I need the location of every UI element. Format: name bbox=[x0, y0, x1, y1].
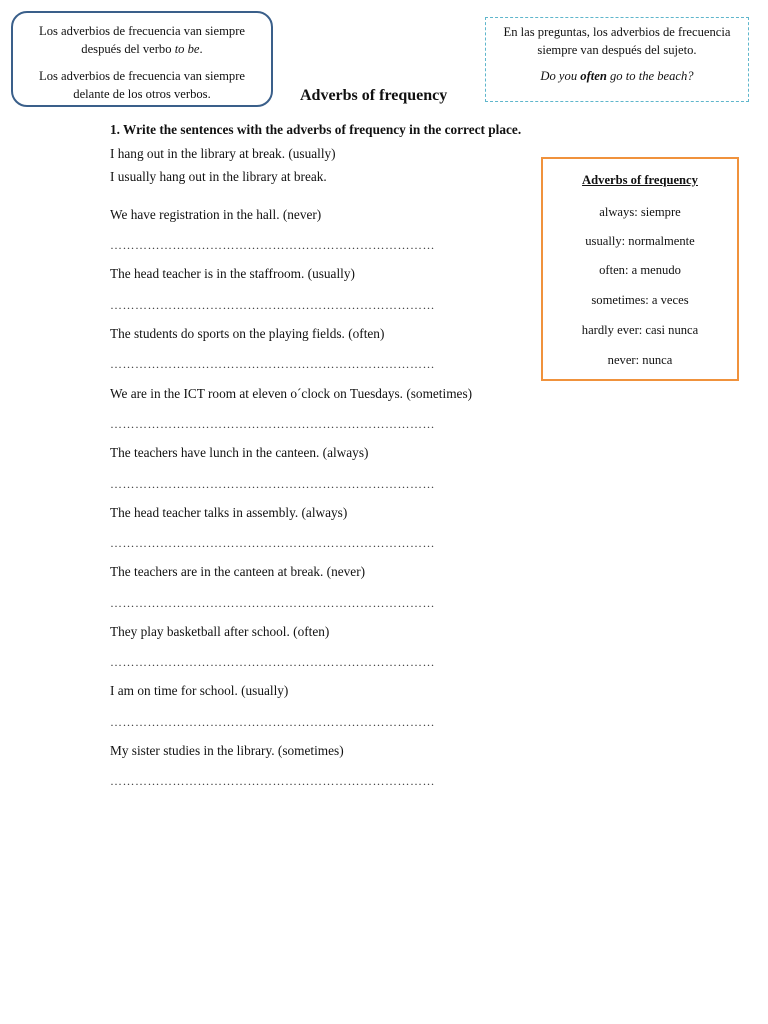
grammar-note-left bbox=[11, 11, 273, 107]
answer-line-4[interactable]: …………………………………………………………………… bbox=[110, 417, 435, 431]
answer-line-2[interactable]: …………………………………………………………………… bbox=[110, 298, 435, 312]
vocab-never: never: nunca bbox=[607, 353, 673, 367]
example-answer: I usually hang out in the library at break. bbox=[110, 169, 327, 184]
rule-questions: En las preguntas, los adverbios de frecuencia siempre van después del sujeto. bbox=[503, 25, 731, 57]
exercise-item-3: The students do sports on the playing fields. (often) bbox=[110, 326, 385, 341]
rule-to-be: Los adverbios de frecuencia van siempre después del verbo to be. bbox=[39, 24, 245, 56]
answer-line-6[interactable]: …………………………………………………………………… bbox=[110, 536, 435, 550]
vocabulary-title: Adverbs of frequency bbox=[582, 173, 698, 187]
example-adverb: often bbox=[580, 69, 607, 83]
exercise-item-7: The teachers are in the canteen at break. (never) bbox=[110, 564, 366, 579]
exercise-item-6: The head teacher talks in assembly. (always) bbox=[110, 505, 348, 520]
to-be-term: to be bbox=[174, 42, 200, 56]
answer-line-5[interactable]: …………………………………………………………………… bbox=[110, 477, 435, 491]
example-prompt: I hang out in the library at break. (usually) bbox=[110, 146, 336, 161]
answer-line-8[interactable]: …………………………………………………………………… bbox=[110, 655, 435, 669]
exercise-item-8: They play basketball after school. (often) bbox=[110, 624, 330, 639]
vocabulary-box bbox=[541, 157, 739, 381]
question-example: Do you often go to the beach? bbox=[540, 69, 694, 83]
answer-line-9[interactable]: …………………………………………………………………… bbox=[110, 715, 435, 729]
vocab-always: always: siempre bbox=[599, 205, 681, 219]
answer-line-10[interactable]: …………………………………………………………………… bbox=[110, 774, 435, 788]
grammar-note-questions bbox=[485, 17, 749, 102]
vocab-often: often: a menudo bbox=[599, 263, 681, 277]
answer-line-7[interactable]: …………………………………………………………………… bbox=[110, 596, 435, 610]
vocab-hardly-ever: hardly ever: casi nunca bbox=[581, 323, 699, 337]
rule-other-verbs: Los adverbios de frecuencia van siempre delante de los otros verbos. bbox=[39, 69, 245, 101]
exercise-item-9: I am on time for school. (usually) bbox=[110, 683, 289, 698]
exercise-item-10: My sister studies in the library. (sometimes) bbox=[110, 743, 344, 758]
exercise-instruction: 1. Write the sentences with the adverbs of frequency in the correct place. bbox=[110, 122, 522, 137]
exercise-item-5: The teachers have lunch in the canteen. (always) bbox=[110, 445, 369, 460]
page-title: Adverbs of frequency bbox=[300, 87, 448, 104]
vocab-usually: usually: normalmente bbox=[585, 234, 695, 248]
exercise-item-2: The head teacher is in the staffroom. (usually) bbox=[110, 266, 355, 281]
vocab-sometimes: sometimes: a veces bbox=[591, 293, 689, 307]
answer-line-3[interactable]: …………………………………………………………………… bbox=[110, 357, 435, 371]
exercise-item-4: We are in the ICT room at eleven o´clock on Tuesdays. (sometimes) bbox=[110, 386, 473, 401]
answer-line-1[interactable]: …………………………………………………………………… bbox=[110, 238, 435, 252]
exercise-item-1: We have registration in the hall. (never) bbox=[110, 207, 322, 222]
